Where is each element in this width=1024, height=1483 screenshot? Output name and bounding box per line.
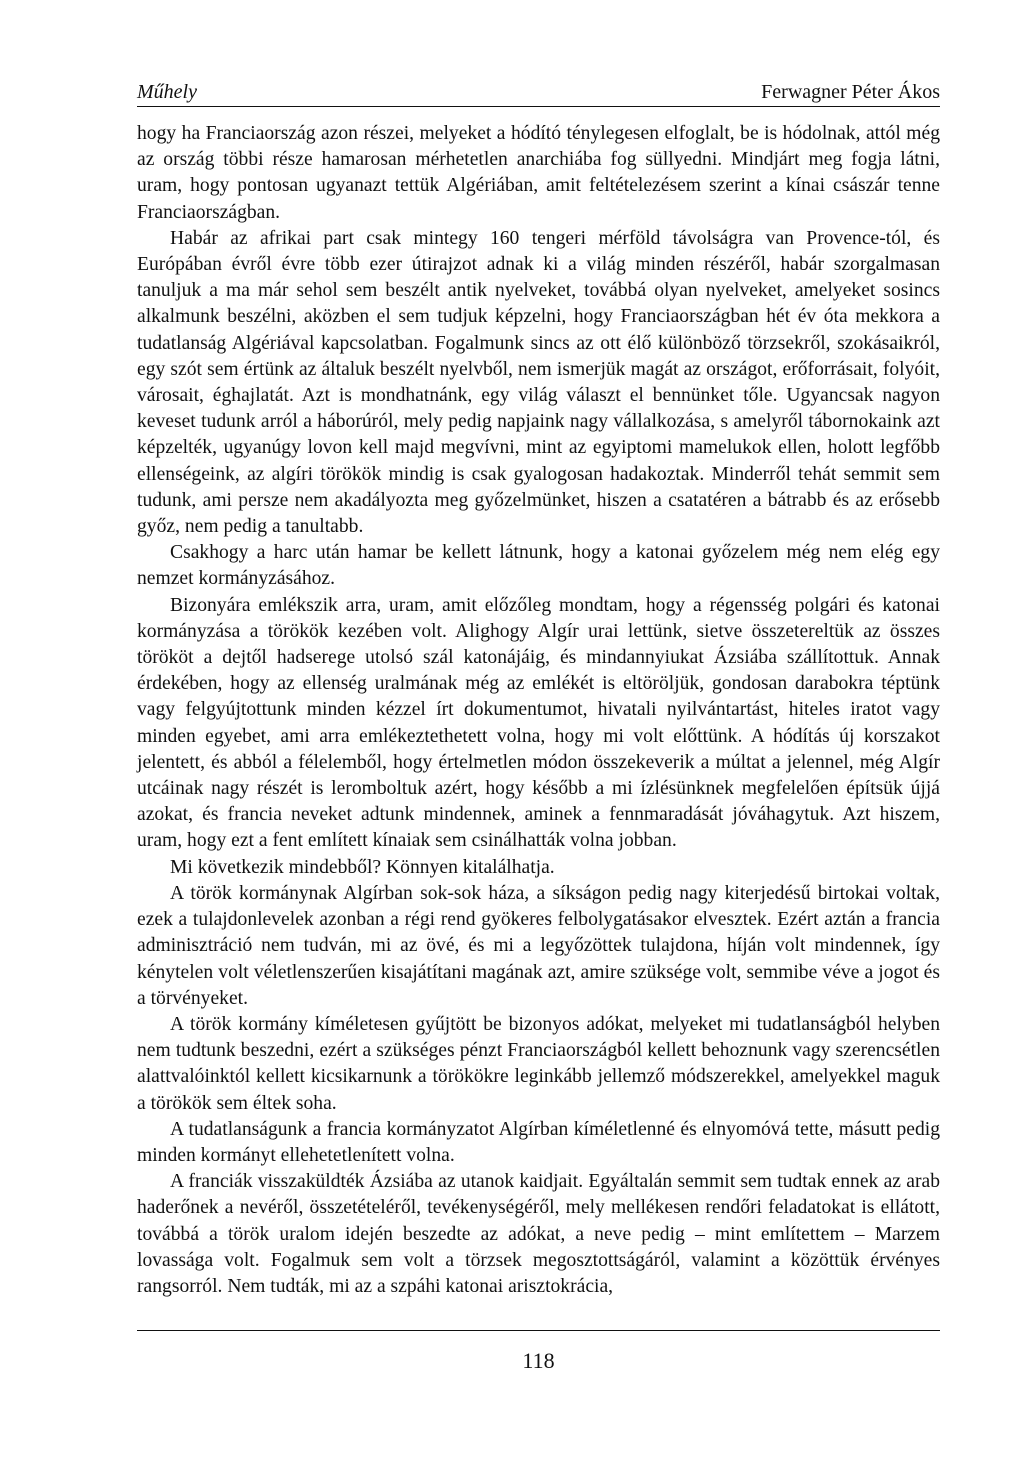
header-rule (137, 106, 940, 107)
paragraph: A török kormánynak Algírban sok-sok háza, a síkságon pedig nagy kiterjedésű birtokai voltak, ezek a tulajdonlevelek azonban a régi rend gyökeres felbolygatásakor elvesztek. Ezért aztán a francia adminisztráció nem tudván, mi az övé, és mi a legyőzöttek tulajdona, híján volt mindennek, így kénytelen volt véletlenszerűen kisajátítani magának azt, amire szüksége volt, semmibe véve a jogot és a törvényeket. (137, 882, 940, 1009)
paragraph: Habár az afrikai part csak mintegy 160 tengeri mérföld távolságra van Provence-tól, és Európában évről évre több ezer útirajzot adnak ki a világ minden részéről, habár szorgalmasan tanuljuk a ma már sehol sem beszélt antik nyelveket, továbbá olyan nyelveket, amelyeket sosincs alkalmunk beszélni, aközben el sem tudjuk képzelni, hogy Franciaországban hét év óta mekkora a tudatlanság Algériával kapcsolatban. Fogalmunk sincs az ott élő különböző törzsekről, szokásaikról, egy szót sem értünk az általuk beszélt nyelvből, nem ismerjük magát az országot, erőforrásait, folyóit, városait, éghajlatát. Azt is mondhatnánk, egy világ választ el bennünket tőle. Ugyancsak nagyon keveset tudunk arról a háborúról, mely pedig napjaink nagy vállalkozása, s amelyről tábornokaink azt képzelték, ugyanúgy lovon kell majd megvívni, mint az egyiptomi mamelukok ellen, holott legfőbb ellenségeink, az algíri törökök mindig is csak gyalogosan hadakoztak. Minderről tehát semmit sem tudunk, ami persze nem akadályozta meg győzelmünket, hiszen a csatatéren a bátrabb és az erősebb győz, nem pedig a tanultabb. (137, 227, 940, 538)
section-title: Műhely (137, 81, 197, 103)
paragraph: A török kormány kíméletesen gyűjtött be bizonyos adókat, melyeket mi tudatlanságból helyben nem tudtunk beszedni, ezért a szükséges pénzt Franciaországból kellett behoznunk vagy szerencsétlen alattvalóinktól kellett kicsikarnunk a törökökre leginkább jellemző módszerekkel, amelyekkel maguk a törökök sem éltek soha. (137, 1013, 940, 1114)
author-name: Ferwagner Péter Ákos (761, 81, 940, 103)
paragraph: Bizonyára emlékszik arra, uram, amit előzőleg mondtam, hogy a régensség polgári és katonai kormányzása a törökök kezében volt. Alighogy Algír urai lettünk, sietve összetereltük az összes törököt a dejtől hadserege utolsó szál katonájáig, és mindannyiukat Ázsiába szállítottuk. Annak érdekében, hogy az ellenség uralmának még az emlékét is eltöröljük, gondosan darabokra téptünk vagy felgyújtottunk minden kézzel írt dokumentumot, hivatali nyilvántartást, hiteles iratot vagy minden egyebet, ami arra emlékeztethetett volna, hogy mi volt előttünk. A hódítás új korszakot jelentett, és abból a félelemből, hogy értelmetlen módon összekeverik a múltat a jelennel, még Algír utcáinak nagy részét is leromboltuk azért, hogy később a mi ízlésünknek megfelelően építsük újjá azokat, és francia neveket adtunk mindennek, aminek a fennmaradását jóváhagytuk. Azt hiszem, uram, hogy ezt a fent említett kínaiak sem csinálhatták volna jobban. (137, 594, 940, 852)
running-header (137, 79, 940, 105)
page-number: 118 (522, 1348, 555, 1373)
paragraph: Mi következik mindebből? Könnyen kitalálhatja. (170, 856, 555, 878)
paragraph: Csakhogy a harc után hamar be kellett látnunk, hogy a katonai győzelem még nem elég egy nemzet kormányzásához. (137, 542, 940, 590)
footer-rule (137, 1330, 940, 1331)
paragraph: A franciák visszaküldték Ázsiába az utanok kaidjait. Egyáltalán semmit sem tudtak ennek az arab haderőnek a nevéről, összetételéről, tevékenységéről, mely mellékesen rendőri feladatokat is ellátott, továbbá a török uralom idején beszedte az adókat, a neve pedig – mint említettem – Marzem lovassága volt. Fogalmuk sem volt a törzsek megosztottságáról, valamint a közöttük érvényes rangsorról. Nem tudták, mi az a szpáhi katonai arisztokrácia, (137, 1171, 940, 1297)
paragraph: hogy ha Franciaország azon részei, melyeket a hódító ténylegesen elfoglalt, be is hódolnak, attól még az ország többi része hamarosan mérhetetlen anarchiába fog süllyedni. Mindjárt meg fogja látni, uram, hogy pontosan ugyanazt tettük Algériában, amit feltételezésem szerint a kínai császár tenne Franciaországban. (137, 123, 940, 223)
body-text (137, 121, 940, 1300)
paragraph: A tudatlanságunk a francia kormányzatot Algírban kíméletlenné és elnyomóvá tette, másutt pedig minden kormányt ellehetetlenített volna. (137, 1118, 940, 1166)
